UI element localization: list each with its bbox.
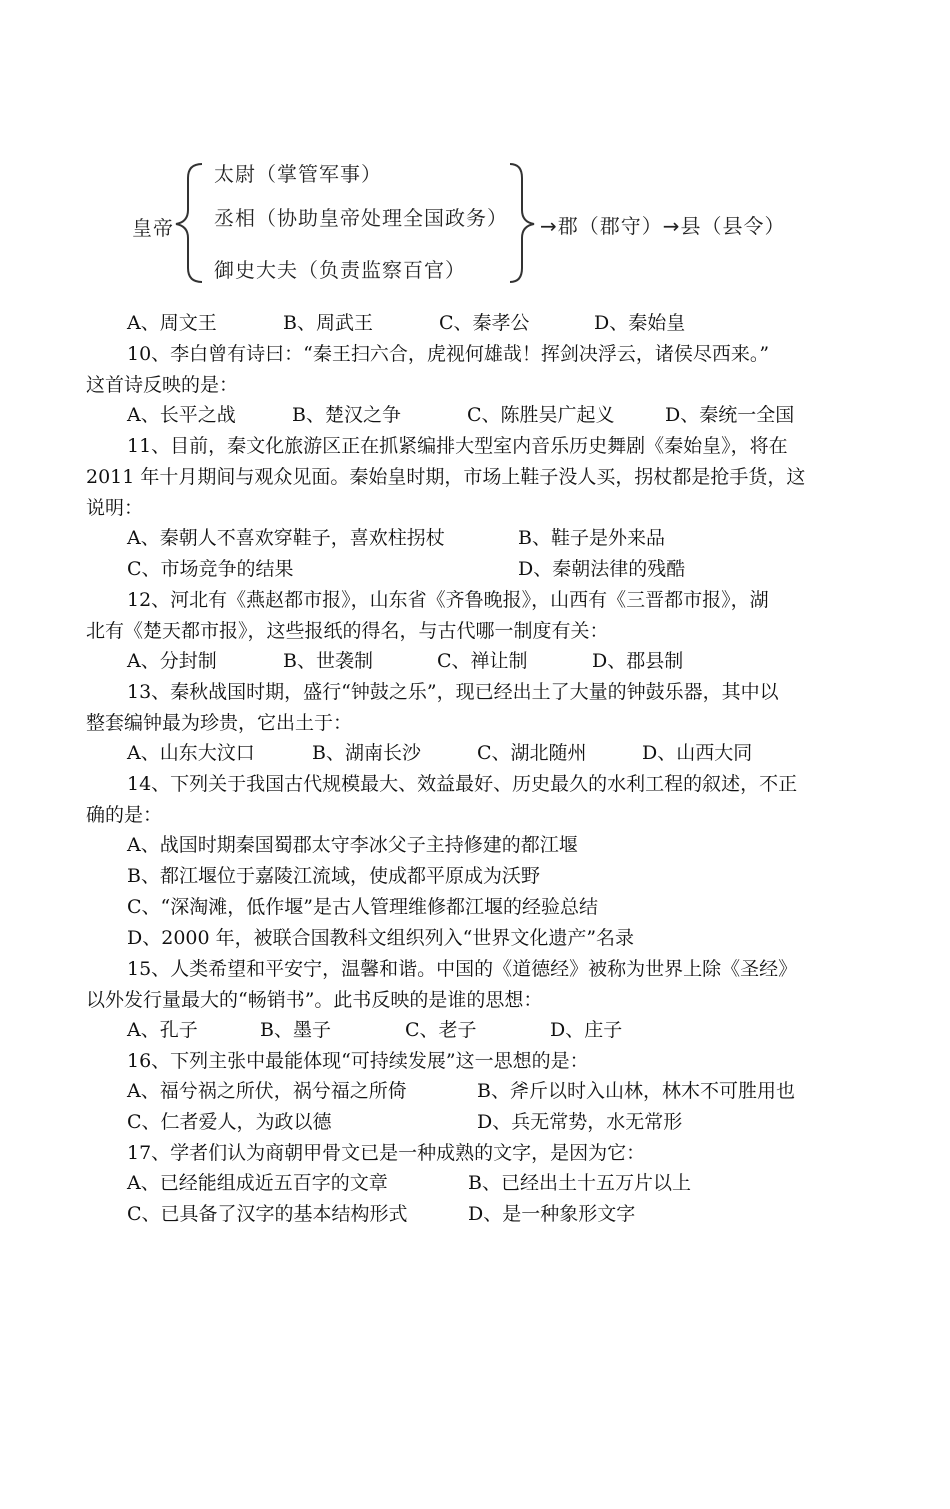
- option-a: A、已经能组成近五百字的文章: [127, 1172, 388, 1194]
- option-d: D、秦统一全国: [665, 404, 795, 426]
- option-c: C、陈胜吴广起义: [467, 404, 615, 426]
- option-b: B、墨子: [260, 1019, 331, 1041]
- option-d: D、秦始皇: [594, 312, 686, 334]
- left-brace-icon: [168, 158, 208, 288]
- option-d: D、秦朝法律的残酷: [518, 558, 686, 580]
- option-a: A、长平之战: [127, 404, 236, 426]
- option-c: C、禅让制: [437, 650, 528, 672]
- official-taiwei: 太尉（掌管军事）: [214, 162, 382, 186]
- option-b: B、楚汉之争: [292, 404, 401, 426]
- local-chain: →郡（郡守）→县（县令）: [540, 214, 786, 238]
- option-a: A、秦朝人不喜欢穿鞋子，喜欢柱拐杖: [127, 527, 445, 549]
- option-b: B、湖南长沙: [312, 742, 421, 764]
- option-c: C、秦孝公: [439, 312, 530, 334]
- option-b: B、斧斤以时入山林，林木不可胜用也: [477, 1080, 795, 1102]
- option-b: B、已经出土十五万片以上: [468, 1172, 691, 1194]
- option-a: A、福兮祸之所伏，祸兮福之所倚: [127, 1080, 407, 1102]
- government-structure-diagram: [0, 0, 950, 300]
- option-a: A、山东大汶口: [127, 742, 255, 764]
- option-b: B、世袭制: [283, 650, 373, 672]
- option-c: C、湖北随州: [477, 742, 587, 764]
- option-d: D、山西大同: [642, 742, 753, 764]
- right-brace-icon: [506, 158, 542, 288]
- option-b: B、鞋子是外来品: [518, 527, 665, 549]
- option-d: D、庄子: [550, 1019, 623, 1041]
- option-a: A、分封制: [127, 650, 217, 672]
- option-c: C、仁者爱人，为政以德: [127, 1111, 332, 1133]
- option-d: D、兵无常势，水无常形: [477, 1111, 683, 1133]
- option-a: A、周文王: [127, 312, 217, 334]
- option-c: C、老子: [405, 1019, 477, 1041]
- option-c: C、市场竞争的结果: [127, 558, 294, 580]
- option-d: D、是一种象形文字: [468, 1203, 636, 1225]
- option-b: B、周武王: [283, 312, 373, 334]
- option-c: C、已具备了汉字的基本结构形式: [127, 1203, 408, 1225]
- official-chengxiang: 丞相（协助皇帝处理全国政务）: [214, 206, 508, 230]
- emperor-label: 皇帝: [132, 216, 174, 240]
- official-yushi: 御史大夫（负责监察百官）: [214, 258, 466, 282]
- option-a: A、孔子: [127, 1019, 198, 1041]
- option-d: D、郡县制: [592, 650, 684, 672]
